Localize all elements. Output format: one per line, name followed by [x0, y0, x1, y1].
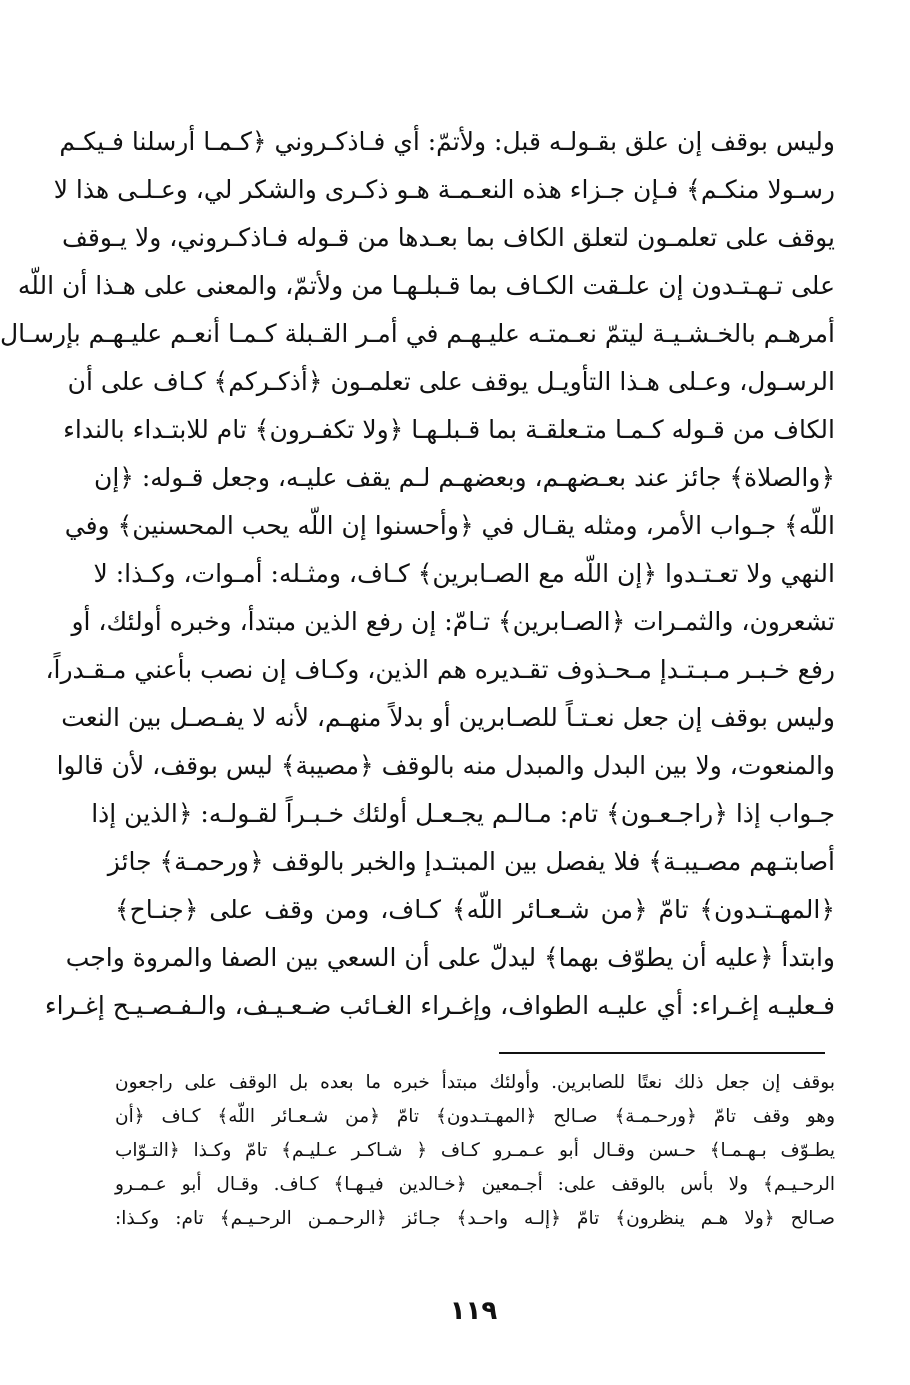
main-text-line: على تـهـتـدون إن علـقت الكـاف بما قـبلـهـا من ولأتمّ، والمعنى على هـذا أن اللّه: [17, 271, 835, 300]
footnote-divider: [499, 1052, 825, 1054]
footnote-line: صـالح ﴿ولا هـم ينظرون﴾ تامّ ﴿إلـه واحـد﴾ جـائز ﴿الرحـمـن الرحـيـم﴾ تام: وكـذا:: [115, 1208, 835, 1229]
main-text-line: الكاف من قـوله كـمـا متـعلقـة بما قـبلـهـا ﴿ولا تكفـرون﴾ تام للابتـداء بالنداء: [63, 415, 835, 444]
main-text-line: وابتدأ ﴿عليه أن يطوّف بهما﴾ ليدلّ على أن السعي بين الصفا والمروة واجب: [65, 943, 835, 972]
main-text-line: وليس بوقف إن جعل نعـتـاً للصـابرين أو بدلاً منهـم، لأنه لا يفـصـل بين النعت: [61, 703, 835, 732]
main-text-line: فـعليـه إغـراء: أي عليـه الطواف، وإغـراء الغـائب ضـعـيـف، والـفـصـيـح إغـراء: [44, 991, 835, 1020]
footnote-line: بوقف إن جعل ذلك نعتًا للصابرين. وأولئك مبتدأ خبره ما بعده بل الوقف على راجعون: [115, 1072, 835, 1093]
main-text-line: جـواب إذا ﴿راجـعـون﴾ تام: مـالـم يجـعـل أولئك خـبـراً لقـولـه: ﴿الذين إذا: [91, 799, 835, 828]
main-text-line: أمرهـم بالخـشـيـة ليتمّ نعـمتـه عليـهـم في أمـر القـبلة كـمـا أنعـم عليـهـم بإرسـال: [0, 319, 835, 348]
main-text-line: ﴿المهـتـدون﴾ تامّ ﴿من شـعـائر اللّه﴾ كـاف، ومن وقف على ﴿جنـاح﴾: [115, 895, 835, 924]
main-text-line: النهي ولا تعـتـدوا ﴿إن اللّه مع الصـابرين﴾ كـاف، ومثـله: أمـوات، وكـذا: لا: [93, 559, 835, 588]
main-text-line: ﴿والصلاة﴾ جائز عند بعـضهـم، وبعضهـم لـم يقف عليـه، وجعل قـوله: ﴿إن: [93, 463, 835, 492]
main-text-line: تشعرون، والثمـرات ﴿الصـابرين﴾ تـامّ: إن رفع الذين مبتدأ، وخبره أولئك، أو: [71, 607, 835, 636]
main-text-line: وليس بوقف إن علق بقـولـه قبل: ولأتمّ: أي فـاذكـروني ﴿كـمـا أرسلنا فـيكـم: [59, 127, 835, 156]
main-text-line: الرسـول، وعـلى هـذا التأويـل يوقف على تعلمـون ﴿أذكـركم﴾ كـاف على أن: [67, 367, 835, 396]
page-number: ١١٩: [449, 1296, 498, 1326]
main-text-line: والمنعوت، ولا بين البدل والمبدل منه بالوقف ﴿مصيبة﴾ ليس بوقف، لأن قالوا: [56, 751, 835, 780]
footnote-line: وهو وقف تامّ ﴿ورحـمـة﴾ صـالح ﴿المهـتـدون﴾ تامّ ﴿من شـعـائر اللّه﴾ كـاف ﴿أن: [115, 1106, 835, 1127]
main-text-line: رفع خـبـر مـبـتـدإ مـحـذوف تقـديره هم الذين، وكـاف إن نصب بأعني مـقـدراً،: [45, 655, 835, 684]
footnote-block: [115, 1066, 835, 1236]
main-text-line: اللّه﴾ جـواب الأمر، ومثله يقـال في ﴿وأحسنوا إن اللّه يحب المحسنين﴾ وفي: [64, 511, 835, 540]
footnote-line: الرحـيـم﴾ ولا بأس بالوقف على: أجـمعين ﴿خـالدين فيـهـا﴾ كـاف. وقـال أبو عـمـرو: [115, 1174, 835, 1195]
main-text-line: رسـولا منكـم﴾ فـإن جـزاء هذه النعـمـة هـو ذكـرى والشكر لي، وعـلـى هذا لا: [53, 175, 835, 204]
main-text-block: [0, 118, 835, 1030]
main-text-line: يوقف على تعلمـون لتعلق الكاف بما بعـدها من قـوله فـاذكـروني، ولا يـوقف: [61, 223, 835, 252]
main-text-line: أصابتـهم مصـيبـة﴾ فلا يفصل بين المبتـدإ والخبر بالوقف ﴿ورحمـة﴾ جائز: [107, 847, 835, 876]
footnote-line: يطـوّف بـهـمـا﴾ حـسن وقـال أبو عـمـرو كـاف ﴿ شـاكـر عـليـم﴾ تامّ وكـذا ﴿التـوّاب: [115, 1140, 835, 1161]
